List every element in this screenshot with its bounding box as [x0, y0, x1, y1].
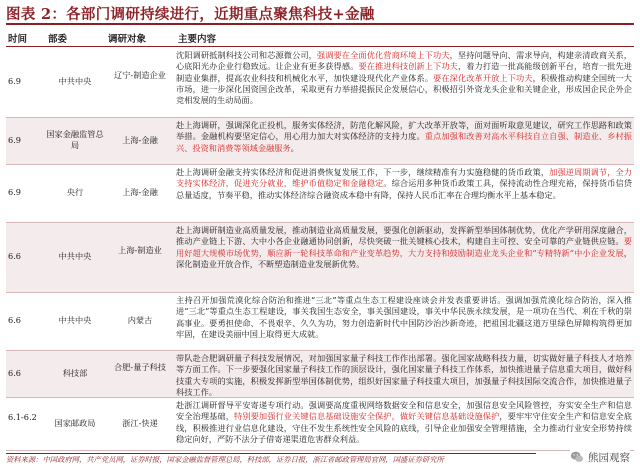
row-location: 上海-金融 [122, 187, 158, 197]
table-row [6, 293, 634, 351]
row-dept: 中共中央 [58, 315, 92, 325]
header-location: 调研对象 [108, 34, 147, 45]
watermark [570, 448, 630, 466]
row-time: 6.6 [8, 251, 22, 261]
table-row [6, 398, 634, 451]
row-content [176, 295, 632, 349]
highlight-text: 加强逆周期调节，全力支持实体经济，促进充分就业，维护币值稳定和金融稳定 [176, 167, 632, 189]
row-content [176, 50, 632, 116]
row-location: 上海-金融 [122, 135, 158, 145]
row-dept: 科技部 [62, 368, 88, 378]
row-location: 浙江-快递 [122, 418, 158, 428]
content-text: 带队赴合肥调研量子科技发展情况，对加强国家量子科技工作作出部署。强化国家战略科技力量，切实做好量子科技人才培养等方面工作。下一步要强化国家量子科技工作的顶层设计，强化国家量子科技工作体系，加快推进量子信息重大项目，做好科技重大专项的实施，积极发挥新型举国体制优势，组织好国家量子科技重大项目，加强量子科技国际交流合作，加快推进量子科技工作。 [176, 353, 632, 396]
highlight-text: 特别要加强行业关键信息基础设施安全保护，做好关键信息基础设施保护 [234, 411, 500, 422]
row-time: 6.9 [8, 187, 22, 197]
content-text: 赴浙江调研督导平安寄递专项行动。强调要高度重视网络数据安全和信息安全，加强信息安全风险管控，夯实安全生产和信息安全治理基础， [176, 400, 632, 422]
header-content: 主要内容 [178, 34, 217, 45]
row-dept: 国家邮政局 [54, 418, 96, 428]
wechat-icon [570, 450, 584, 464]
content-text: 主持召开加强荒漠化综合防治和推进“三北”等重点生态工程建设座谈会并发表重要讲话。强调加强荒漠化综合防治，深入推进“三北”等重点生态工程建设，事关我国生态安全，事关强国建设，事关中华民族永续发展，是一项功在当代、利在千秋的崇高事业。要勇担使命、不畏艰辛、久久为功，努力创造新时代中国防沙治沙新奇迹，把祖国北疆这道万里绿色屏障构筑得更加牢固，在建设美丽中国上取得更大成就。 [176, 295, 632, 339]
row-content [176, 167, 632, 221]
highlight-text: 重点加强和改善对高水平科技自立自强、制造业、乡村振兴、投资和消费等领域金融服务 [176, 131, 632, 153]
row-dept: 国家金融监管总局 [46, 129, 104, 151]
row-time: 6.6 [8, 315, 22, 325]
table-row [6, 48, 634, 118]
content-text: ，坚持问题导向、需求导向，构建亲清政商关系，心底阳光办企业行稳致远。让企业有更多获得感。 [176, 50, 632, 72]
row-content [176, 400, 632, 449]
row-dept: 中共中央 [58, 76, 92, 86]
content-text: ，深化制造业开放合作，不断塑造制造业发展新优势。 [176, 247, 632, 269]
watermark-text: 熊园观察 [588, 451, 630, 464]
content-text: ，积极推动构建全国统一大市场，进一步深化国资国企改革，采取更有力举措提振民企发展信心，积极招引外资龙头企业和关键企业，形成国企民企外企竞相发展的生动局面。 [176, 72, 632, 106]
content-text: 。综合运用多种货币政策工具，保持流动性合理充裕，保持货币信贷总量适度，节奏平稳，推动实体经济综合融资成本稳中有降，保持人民币汇率在合理均衡水平上基本稳定。 [176, 178, 632, 200]
table-row [6, 165, 634, 223]
figure-title: 图表 2：各部门调研持续进行，近期重点聚焦科技+金融 [6, 3, 634, 25]
highlight-text: 要在深化改革开放上下功夫 [433, 72, 533, 83]
row-time: 6.9 [8, 135, 22, 145]
header-time: 时间 [8, 34, 28, 45]
content-text: 赴上海调研，强调深化正投机，服务实体经济，防范化解风险，扩大改革开放等，面对面听取意见建议，研究工作思路和政策举措。金融机构要坚定信心，用心用力加大对实体经济的支持力度。 [176, 120, 632, 142]
table-header [6, 27, 634, 47]
row-content [176, 225, 632, 291]
highlight-text: 要用好超大规模市场优势，顺应新一轮科技革命和产业变革趋势，大力支持和鼓励制造业龙头企业和“专精特新”中小企业发展 [176, 236, 632, 258]
row-content [176, 120, 632, 163]
table-row [6, 118, 634, 165]
table-row [6, 351, 634, 398]
content-text: 赴上海调研制造业高质量发展，推动制造业高质量发展，要强化创新驱动，发挥新型举国体制优势，优化产学研用深度融合，推动产业链上下游、大中小各企业融通协同创新，尽快突破一批关键核心技术，构建自主可控、安全可靠的产业链供应链。 [176, 225, 632, 247]
highlight-text: 强调要在全面优化营商环境上下功夫 [316, 50, 450, 60]
row-dept: 央行 [66, 187, 84, 197]
row-time: 6.9 [8, 76, 22, 86]
content-text: 赴上海调研金融支持实体经济和促进消费恢复发展工作，下一步，继续精准有力实施稳健的货币政策， [176, 167, 550, 177]
row-content [176, 353, 632, 396]
source-note: 资料来源：中国政府网，共产党员网，证券时报，国家金融监督管理总局，科技部，证券日报，浙江省邮政管理局官网，国盛证券研究所 [6, 453, 536, 466]
table-body [6, 48, 634, 451]
content-text: 沈阳调研抵制科技公司和芯源微公司， [176, 50, 317, 60]
content-text: 。 [290, 142, 299, 153]
row-time: 6.6 [8, 368, 22, 378]
row-location: 合肥-量子科技 [114, 362, 166, 372]
highlight-text: 要在推进科技创新上下功夫 [358, 61, 458, 72]
row-time: 6.1-6.2 [8, 412, 37, 422]
content-text: ，着力打造一批高能级创新平台，培育一批先进制造业集群，提高农业科技和机械化水平，加快建设现代化产业体系。 [176, 61, 632, 83]
row-location: 上海-制造业 [118, 245, 162, 255]
row-location: 内蒙古 [127, 315, 153, 325]
table-row [6, 223, 634, 293]
header-dept: 部委 [48, 34, 68, 45]
row-location: 辽宁-制造企业 [114, 70, 166, 80]
row-dept: 中共中央 [58, 251, 92, 261]
content-text: ，要牢牢守住安全生产和信息安全底线，积极推进行业信息化建设，守住不发生系统性安全风险的底线，引导企业加强安全管理措施，全力推动行业安全形势持续稳定向好，严防不法分子借寄递渠道危害群众利益。 [176, 411, 632, 444]
